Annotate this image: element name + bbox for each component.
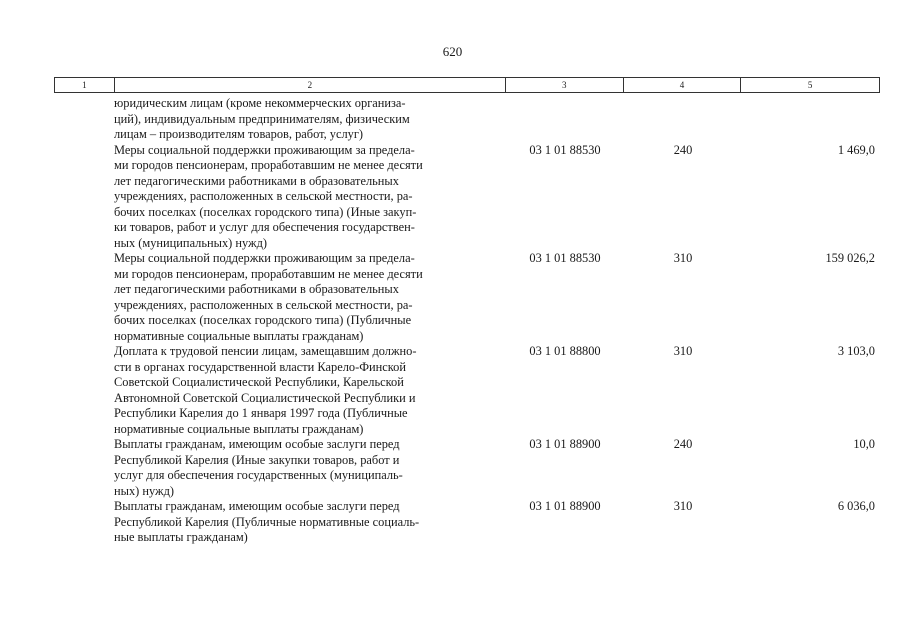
column-header-3: 3 — [506, 78, 624, 92]
cell-number — [54, 143, 114, 252]
table-header — [54, 77, 880, 93]
description-line: учреждениях, расположенных в сельской местности, ра- — [114, 189, 413, 203]
cell-number — [54, 251, 114, 344]
table-row — [54, 499, 880, 546]
cell-number — [54, 437, 114, 499]
page-number: 620 — [442, 44, 463, 59]
cell-code: 03 1 01 88900 — [529, 499, 601, 513]
cell-description — [114, 437, 506, 499]
cell-code: 03 1 01 88530 — [529, 142, 601, 157]
description-line: ных (муниципальных) нужд) — [114, 235, 268, 250]
description-line: Меры социальной поддержки проживающим за предела- — [114, 251, 415, 265]
table-row — [54, 437, 880, 499]
cell-type: 310 — [673, 344, 693, 358]
cell-code: 03 1 01 88900 — [529, 437, 601, 451]
description-line: нормативные социальные выплаты гражданам) — [114, 421, 364, 436]
description-line: нормативные социальные выплаты гражданам) — [114, 328, 364, 343]
description-line: ций), индивидуальным предпринимателям, физическим — [114, 111, 410, 126]
description-line: Выплаты гражданам, имеющим особые заслуги перед — [114, 499, 400, 513]
description-line: Автономной Советской Социалистической Республики и — [114, 390, 416, 405]
description-line: ми городов пенсионерам, проработавшим не менее десяти — [114, 266, 423, 281]
cell-amount: 159 026,2 — [825, 251, 875, 265]
cell-code: 03 1 01 88800 — [529, 344, 601, 358]
cell-type: 310 — [673, 251, 693, 265]
cell-code — [506, 96, 624, 143]
description-line: Советской Социалистической Республики, Карельской — [114, 375, 404, 389]
description-line: бочих поселках (поселках городского типа) (Публичные — [114, 313, 412, 327]
description-line: услуг для обеспечения государственных (муниципаль- — [114, 468, 403, 482]
cell-amount: 3 103,0 — [837, 344, 875, 358]
description-line: лет педагогическими работниками в образовательных — [114, 282, 399, 296]
description-line: Выплаты гражданам, имеющим особые заслуги перед — [114, 437, 400, 451]
cell-type: 240 — [673, 437, 693, 451]
table-body — [54, 96, 880, 546]
cell-description — [114, 251, 506, 344]
cell-amount: 10,0 — [853, 437, 875, 451]
column-header-2: 2 — [115, 78, 506, 92]
cell-code: 03 1 01 88530 — [529, 251, 601, 265]
table-row — [54, 143, 880, 252]
cell-type: 310 — [673, 499, 693, 513]
column-header-1: 1 — [55, 78, 115, 92]
description-line: Республики Карелия до 1 января 1997 года (Публичные — [114, 406, 408, 420]
description-line: ные выплаты гражданам) — [114, 530, 248, 544]
description-line: юридическим лицам (кроме некоммерческих организа- — [114, 96, 406, 110]
description-line: лет педагогическими работниками в образовательных — [114, 173, 399, 188]
cell-description — [114, 499, 506, 546]
cell-type — [624, 96, 742, 143]
cell-number — [54, 344, 114, 437]
description-line: лицам – производителям товаров, работ, услуг) — [114, 127, 364, 141]
description-line: Республикой Карелия (Публичные нормативные социаль- — [114, 514, 420, 529]
description-line: ных) нужд) — [114, 483, 175, 498]
description-line: сти в органах государственной власти Карело-Финской — [114, 359, 406, 374]
description-line: бочих поселках (поселках городского типа) (Иные закуп- — [114, 204, 417, 219]
cell-amount — [742, 96, 880, 143]
cell-description — [114, 96, 506, 143]
cell-number — [54, 96, 114, 143]
description-line: учреждениях, расположенных в сельской местности, ра- — [114, 297, 413, 312]
table-row — [54, 96, 880, 143]
cell-amount: 6 036,0 — [837, 499, 875, 513]
description-line: ки товаров, работ и услуг для обеспечения государствен- — [114, 220, 415, 234]
description-line: Республикой Карелия (Иные закупки товаров, работ и — [114, 452, 400, 467]
cell-description — [114, 143, 506, 252]
column-header-5: 5 — [807, 80, 813, 90]
cell-description — [114, 344, 506, 437]
description-line: ми городов пенсионерам, проработавшим не менее десяти — [114, 158, 423, 172]
cell-type: 240 — [673, 142, 693, 157]
table-row — [54, 344, 880, 437]
column-header-4: 4 — [624, 78, 742, 92]
description-line: Меры социальной поддержки проживающим за предела- — [114, 142, 415, 157]
cell-amount: 1 469,0 — [837, 142, 875, 157]
description-line: Доплата к трудовой пенсии лицам, замещавшим должно- — [114, 344, 417, 358]
table-row — [54, 251, 880, 344]
cell-number — [54, 499, 114, 546]
